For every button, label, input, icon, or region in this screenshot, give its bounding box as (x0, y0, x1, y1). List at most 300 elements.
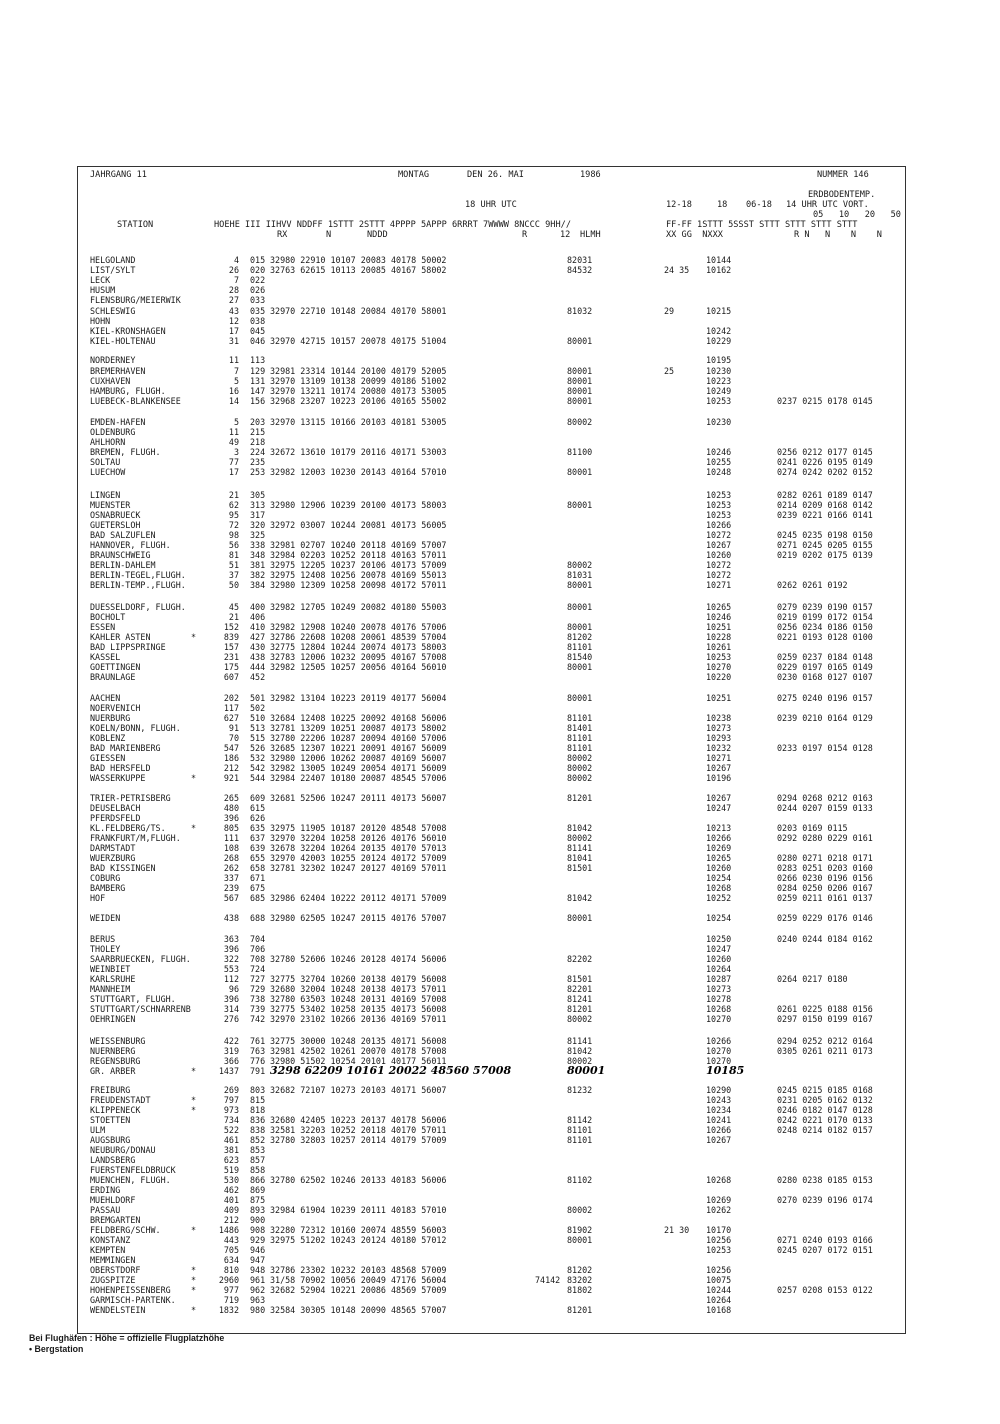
station-id: 763 (250, 1046, 266, 1056)
station-height: 231 (223, 652, 239, 662)
synop-groups: 32981 02707 10240 20118 40169 57007 (270, 540, 447, 550)
cloud-group: 80001 (567, 336, 593, 346)
cloud-group: 80001 (567, 602, 593, 612)
station-id: 317 (250, 510, 266, 520)
station-name: DEUSELBACH (90, 803, 141, 813)
handwritten-synop-groups: 3298 62209 10161 20022 48560 57008 (270, 1064, 512, 1077)
station-height: 11 (228, 355, 239, 365)
soil-temp-group: 0280 0271 0218 0171 (777, 853, 873, 863)
synop-groups: 32780 62502 10246 20133 40183 56006 (270, 1175, 447, 1185)
cloud-group: 80001 (567, 913, 593, 923)
station-name: LUECHOW (90, 467, 126, 477)
station-name: THOLEY (90, 944, 121, 954)
station-height: 438 (223, 913, 239, 923)
station-id: 626 (250, 813, 266, 823)
cloud-group: 82202 (567, 954, 593, 964)
max-temp-group: 10247 (706, 803, 732, 813)
station-id: 658 (250, 863, 266, 873)
station-name: BREMERHAVEN (90, 366, 146, 376)
max-temp-group: 10265 (706, 602, 732, 612)
station-id: 738 (250, 994, 266, 1004)
max-temp-group: 10168 (706, 1305, 732, 1315)
synop-groups: 32982 12003 10230 20143 40164 57010 (270, 467, 447, 477)
station-name: BAMBERG (90, 883, 126, 893)
station-name: DUESSELDORF, FLUGH. (90, 602, 186, 612)
station-id: 427 (250, 632, 266, 642)
cloud-group: 81501 (567, 863, 593, 873)
station-name: AHLHORN (90, 437, 126, 447)
station-name: BRAUNSCHWEIG (90, 550, 151, 560)
station-height: 810 (223, 1265, 239, 1275)
station-id: 035 (250, 306, 266, 316)
gust-group: 25 (664, 366, 675, 376)
max-temp-group: 10260 (706, 550, 732, 560)
station-height: 480 (223, 803, 239, 813)
head-12-18: 12-18 (666, 200, 692, 210)
synop-groups: 32678 32204 10264 20135 40170 57013 (270, 843, 447, 853)
station-height: 212 (223, 763, 239, 773)
station-height: 396 (223, 813, 239, 823)
station-height: 7 (233, 366, 239, 376)
station-name: OEHRINGEN (90, 1014, 136, 1024)
synop-groups: 32780 22206 10287 20094 40160 57006 (270, 733, 447, 743)
mountain-station-marker: * (191, 1285, 197, 1295)
station-id: 381 (250, 560, 266, 570)
station-height: 363 (223, 934, 239, 944)
cloud-group: 81241 (567, 994, 593, 1004)
cloud-group: 81141 (567, 843, 593, 853)
soil-temp-group: 0244 0207 0159 0133 (777, 803, 873, 813)
station-id: 406 (250, 612, 266, 622)
station-name: GR. ARBER (90, 1066, 136, 1076)
header-date: DEN 26. MAI (467, 170, 524, 180)
synop-groups: 32980 62505 10247 20115 40176 57007 (270, 913, 447, 923)
station-height: 607 (223, 672, 239, 682)
station-height: 734 (223, 1115, 239, 1125)
station-id: 348 (250, 550, 266, 560)
station-id: 215 (250, 427, 266, 437)
soil-temp-group: 0242 0221 0170 0133 (777, 1115, 873, 1125)
synop-groups: 32684 12408 10225 20092 40168 56006 (270, 713, 447, 723)
station-height: 1437 (218, 1066, 239, 1076)
max-temp-group: 10144 (706, 255, 732, 265)
cloud-group: 80001 (567, 662, 593, 672)
station-height: 239 (223, 883, 239, 893)
station-id: 400 (250, 602, 266, 612)
cloud-group: 81041 (567, 853, 593, 863)
station-name: OLDENBURG (90, 427, 136, 437)
handwritten-max-temp: 10185 (706, 1064, 745, 1077)
synop-groups: 32986 62404 10222 20112 40171 57009 (270, 893, 447, 903)
mountain-station-marker: * (191, 823, 197, 833)
station-name: PASSAU (90, 1205, 121, 1215)
synop-groups: 32682 72107 10273 20103 40171 56007 (270, 1085, 447, 1095)
head-groups: HOEHE III IIHVV NDDFF 1STTT 2STTT 4PPPP 5APPP 6RRRT 7WWWW 8NCCC 9HH// (214, 220, 571, 230)
station-id: 961 (250, 1275, 266, 1285)
max-temp-group: 10251 (706, 622, 732, 632)
station-height: 366 (223, 1056, 239, 1066)
station-height: 98 (228, 530, 239, 540)
station-id: 129 (250, 366, 266, 376)
max-temp-group: 10253 (706, 1245, 732, 1255)
station-id: 675 (250, 883, 266, 893)
head-station: STATION (117, 220, 154, 230)
station-id: 224 (250, 447, 266, 457)
mountain-station-marker: * (191, 1095, 197, 1105)
station-id: 046 (250, 336, 266, 346)
max-temp-group: 10269 (706, 843, 732, 853)
soil-temp-group: 0264 0217 0180 (777, 974, 848, 984)
station-id: 875 (250, 1195, 266, 1205)
station-id: 382 (250, 570, 266, 580)
max-temp-group: 10232 (706, 743, 732, 753)
max-temp-group: 10266 (706, 520, 732, 530)
max-temp-group: 10256 (706, 1235, 732, 1245)
station-height: 268 (223, 853, 239, 863)
station-id: 045 (250, 326, 266, 336)
cloud-group: 80002 (567, 560, 593, 570)
station-height: 21 (228, 612, 239, 622)
max-temp-group: 10230 (706, 417, 732, 427)
station-name: BERLIN-DAHLEM (90, 560, 156, 570)
soil-temp-group: 0245 0235 0198 0150 (777, 530, 873, 540)
station-name: BAD KISSINGEN (90, 863, 156, 873)
max-temp-group: 10268 (706, 1004, 732, 1014)
station-id: 857 (250, 1155, 266, 1165)
max-temp-group: 10242 (706, 326, 732, 336)
station-id: 761 (250, 1036, 266, 1046)
synop-groups: 32982 13104 10223 20119 40177 56004 (270, 693, 447, 703)
station-name: BAD LIPPSPRINGE (90, 642, 166, 652)
head-nddd: NDDD (367, 230, 388, 240)
max-temp-group: 10267 (706, 793, 732, 803)
station-height: 21 (228, 490, 239, 500)
station-id: 544 (250, 773, 266, 783)
station-height: 530 (223, 1175, 239, 1185)
station-name: WASSERKUPPE (90, 773, 146, 783)
station-id: 688 (250, 913, 266, 923)
footnote-airports: Bei Flughäfen : Höhe = offizielle Flugplatzhöhe (29, 1333, 225, 1343)
cloud-group: 81540 (567, 652, 593, 662)
soil-temp-group: 0284 0250 0206 0167 (777, 883, 873, 893)
max-temp-group: 10075 (706, 1275, 732, 1285)
soil-temp-group: 0248 0214 0182 0157 (777, 1125, 873, 1135)
station-id: 724 (250, 964, 266, 974)
station-id: 501 (250, 693, 266, 703)
station-name: WENDELSTEIN (90, 1305, 146, 1315)
cloud-group: 80002 (567, 773, 593, 783)
max-temp-group: 10195 (706, 355, 732, 365)
cloud-group: 81802 (567, 1285, 593, 1295)
max-temp-group: 10261 (706, 642, 732, 652)
station-height: 49 (228, 437, 239, 447)
synop-groups: 32982 12505 10257 20056 40164 56010 (270, 662, 447, 672)
cloud-group: 80002 (567, 1056, 593, 1066)
cloud-group: 80001 (567, 376, 593, 386)
station-id: 313 (250, 500, 266, 510)
max-temp-group: 10253 (706, 510, 732, 520)
station-name: NEUBURG/DONAU (90, 1145, 156, 1155)
station-name: STUTTGART/SCHNARRENB (90, 1004, 191, 1014)
mountain-station-marker: * (191, 1225, 197, 1235)
station-id: 704 (250, 934, 266, 944)
synop-groups: 32781 13209 10251 20087 40173 58002 (270, 723, 447, 733)
station-name: WUERZBURG (90, 853, 136, 863)
max-temp-group: 10223 (706, 376, 732, 386)
soil-temp-group: 0280 0238 0185 0153 (777, 1175, 873, 1185)
synop-groups: 32280 72312 10160 20074 48559 56003 (270, 1225, 447, 1235)
cloud-group: 80001 (567, 580, 593, 590)
station-id: 866 (250, 1175, 266, 1185)
soil-temp-group: 0237 0215 0178 0145 (777, 396, 873, 406)
max-temp-group: 10271 (706, 580, 732, 590)
station-id: 818 (250, 1105, 266, 1115)
station-height: 337 (223, 873, 239, 883)
station-height: 567 (223, 893, 239, 903)
station-height: 111 (223, 833, 239, 843)
cloud-group: 81232 (567, 1085, 593, 1095)
station-name: NUERNBERG (90, 1046, 136, 1056)
station-id: 203 (250, 417, 266, 427)
cloud-group: 80002 (567, 763, 593, 773)
station-id: 815 (250, 1095, 266, 1105)
cloud-group: 80001 (567, 386, 593, 396)
cloud-group: 81042 (567, 823, 593, 833)
station-id: 113 (250, 355, 266, 365)
station-height: 805 (223, 823, 239, 833)
station-height: 70 (228, 733, 239, 743)
station-height: 186 (223, 753, 239, 763)
station-name: HELGOLAND (90, 255, 136, 265)
soil-temp-group: 0245 0207 0172 0151 (777, 1245, 873, 1255)
synop-groups: 32680 32004 10248 20138 40173 57011 (270, 984, 447, 994)
synop-groups: 32680 42405 10223 20137 40178 56006 (270, 1115, 447, 1125)
max-temp-group: 10253 (706, 500, 732, 510)
station-id: 325 (250, 530, 266, 540)
station-id: 131 (250, 376, 266, 386)
station-height: 553 (223, 964, 239, 974)
cloud-group: 81201 (567, 1305, 593, 1315)
soil-temp-group: 0230 0168 0127 0107 (777, 672, 873, 682)
station-height: 50 (228, 580, 239, 590)
station-name: KASSEL (90, 652, 121, 662)
synop-groups: 32775 30000 10248 20135 40171 56008 (270, 1036, 447, 1046)
soil-temp-group: 0257 0208 0153 0122 (777, 1285, 873, 1295)
soil-temp-group: 0259 0237 0184 0148 (777, 652, 873, 662)
station-name: BERLIN-TEGEL,FLUGH. (90, 570, 186, 580)
station-id: 742 (250, 1014, 266, 1024)
max-temp-group: 10271 (706, 753, 732, 763)
cloud-group: 80002 (567, 833, 593, 843)
cloud-group: 81142 (567, 1115, 593, 1125)
max-temp-group: 10246 (706, 447, 732, 457)
synop-groups: 32685 12307 10221 20091 40167 56009 (270, 743, 447, 753)
station-id: 893 (250, 1205, 266, 1215)
head-depths: 05 10 20 50 (813, 210, 901, 220)
max-temp-group: 10252 (706, 893, 732, 903)
station-height: 157 (223, 642, 239, 652)
station-height: 409 (223, 1205, 239, 1215)
soil-temp-group: 0275 0240 0196 0157 (777, 693, 873, 703)
head-06-18: 06-18 (746, 200, 772, 210)
mountain-station-marker: * (191, 773, 197, 783)
synop-groups: 32672 13610 10179 20116 40171 53003 (270, 447, 447, 457)
max-temp-group: 10293 (706, 733, 732, 743)
station-height: 14 (228, 396, 239, 406)
station-name: KAHLER ASTEN (90, 632, 151, 642)
station-id: 639 (250, 843, 266, 853)
station-name: FELDBERG/SCHW. (90, 1225, 161, 1235)
max-temp-group: 10272 (706, 570, 732, 580)
max-temp-group: 10267 (706, 763, 732, 773)
soil-temp-group: 0239 0210 0164 0129 (777, 713, 873, 723)
station-id: 452 (250, 672, 266, 682)
station-name: LUEBECK-BLANKENSEE (90, 396, 181, 406)
station-height: 152 (223, 622, 239, 632)
soil-temp-group: 0283 0251 0203 0160 (777, 863, 873, 873)
station-height: 422 (223, 1036, 239, 1046)
max-temp-group: 10213 (706, 823, 732, 833)
station-height: 401 (223, 1195, 239, 1205)
soil-temp-group: 0203 0169 0115 (777, 823, 848, 833)
station-height: 27 (228, 295, 239, 305)
station-name: SAARBRUECKEN, FLUGH. (90, 954, 191, 964)
station-id: 852 (250, 1135, 266, 1145)
station-name: TRIER-PETRISBERG (90, 793, 171, 803)
cloud-group: 81102 (567, 1175, 593, 1185)
synop-groups: 32970 23102 10266 20136 40169 57011 (270, 1014, 447, 1024)
cloud-group: 80002 (567, 417, 593, 427)
head-18: 18 (717, 200, 728, 210)
station-height: 797 (223, 1095, 239, 1105)
max-temp-group: 10278 (706, 994, 732, 1004)
cloud-group: 81101 (567, 733, 593, 743)
station-name: OSNABRUECK (90, 510, 141, 520)
station-height: 322 (223, 954, 239, 964)
max-temp-group: 10244 (706, 1285, 732, 1295)
station-height: 314 (223, 1004, 239, 1014)
synop-groups: 32970 13211 10174 20080 40173 53005 (270, 386, 447, 396)
cloud-group: 80002 (567, 1205, 593, 1215)
station-name: COBURG (90, 873, 121, 883)
soil-temp-group: 0219 0202 0175 0139 (777, 550, 873, 560)
station-id: 444 (250, 662, 266, 672)
station-name: LECK (90, 275, 111, 285)
synop-groups: 32984 22407 10180 20087 48545 57006 (270, 773, 447, 783)
station-id: 532 (250, 753, 266, 763)
soil-temp-group: 0259 0229 0176 0146 (777, 913, 873, 923)
station-id: 338 (250, 540, 266, 550)
station-id: 384 (250, 580, 266, 590)
synop-groups: 32763 62615 10113 20085 40167 58002 (270, 265, 447, 275)
station-id: 963 (250, 1295, 266, 1305)
station-height: 443 (223, 1235, 239, 1245)
station-id: 020 (250, 265, 266, 275)
mountain-station-marker: * (191, 1275, 197, 1285)
max-temp-group: 10253 (706, 652, 732, 662)
head-12: 12 (560, 230, 571, 240)
soil-temp-group: 0279 0239 0190 0157 (777, 602, 873, 612)
synop-groups: 32584 30305 10148 20090 48565 57007 (270, 1305, 447, 1315)
soil-temp-group: 0297 0150 0199 0167 (777, 1014, 873, 1024)
synop-groups: 32775 53402 10258 20135 40173 56008 (270, 1004, 447, 1014)
station-name: NORDERNEY (90, 355, 136, 365)
station-id: 033 (250, 295, 266, 305)
station-id: 727 (250, 974, 266, 984)
max-temp-group: 10264 (706, 1295, 732, 1305)
station-name: KONSTANZ (90, 1235, 131, 1245)
max-temp-group: 10260 (706, 863, 732, 873)
station-id: 515 (250, 733, 266, 743)
synop-groups: 32970 22710 10148 20084 40170 58001 (270, 306, 447, 316)
max-temp-group: 10266 (706, 1036, 732, 1046)
station-id: 430 (250, 642, 266, 652)
soil-temp-group: 0256 0234 0186 0150 (777, 622, 873, 632)
cloud-group: 81202 (567, 1265, 593, 1275)
mountain-station-marker: * (191, 1105, 197, 1115)
max-temp-group: 10250 (706, 934, 732, 944)
station-height: 3 (233, 447, 239, 457)
station-height: 12 (228, 316, 239, 326)
soil-temp-group: 0271 0240 0193 0166 (777, 1235, 873, 1245)
station-height: 1832 (218, 1305, 239, 1315)
station-id: 410 (250, 622, 266, 632)
max-temp-group: 10270 (706, 662, 732, 672)
mountain-station-marker: * (191, 1305, 197, 1315)
synop-groups: 32980 12906 10239 20100 40173 58003 (270, 500, 447, 510)
soil-temp-group: 0282 0261 0189 0147 (777, 490, 873, 500)
station-height: 56 (228, 540, 239, 550)
max-temp-group: 10162 (706, 265, 732, 275)
station-name: KEMPTEN (90, 1245, 126, 1255)
station-height: 522 (223, 1125, 239, 1135)
station-id: 147 (250, 386, 266, 396)
max-temp-group: 10268 (706, 1175, 732, 1185)
synop-groups: 32981 23314 10144 20100 40179 52005 (270, 366, 447, 376)
head-rx: RX (277, 230, 288, 240)
station-name: SOLTAU (90, 457, 121, 467)
station-name: BERLIN-TEMP.,FLUGH. (90, 580, 186, 590)
station-id: 502 (250, 703, 266, 713)
synop-groups: 32975 12205 10237 20106 40173 57009 (270, 560, 447, 570)
station-name: WEINBIET (90, 964, 131, 974)
station-name: HOF (90, 893, 106, 903)
station-name: BRAUNLAGE (90, 672, 136, 682)
cloud-group: 80001 (567, 1235, 593, 1245)
station-name: MUEHLDORF (90, 1195, 136, 1205)
station-name: GUETERSLOH (90, 520, 141, 530)
soil-temp-group: 0239 0221 0166 0141 (777, 510, 873, 520)
station-name: HAMBURG, FLUGH. (90, 386, 166, 396)
station-height: 51 (228, 560, 239, 570)
station-id: 022 (250, 275, 266, 285)
station-name: FUERSTENFELDBRUCK (90, 1165, 176, 1175)
station-height: 4 (233, 255, 239, 265)
max-temp-group: 10230 (706, 366, 732, 376)
header-nummer: NUMMER 146 (817, 170, 869, 180)
station-id: 858 (250, 1165, 266, 1175)
station-height: 381 (223, 1145, 239, 1155)
station-height: 627 (223, 713, 239, 723)
mountain-station-marker: * (191, 1066, 197, 1076)
station-id: 609 (250, 793, 266, 803)
cloud-group: 81201 (567, 1004, 593, 1014)
station-id: 776 (250, 1056, 266, 1066)
synop-groups: 32980 51502 10254 20101 40177 56011 (270, 1056, 447, 1066)
station-height: 37 (228, 570, 239, 580)
max-temp-group: 10251 (706, 693, 732, 703)
station-height: 276 (223, 1014, 239, 1024)
